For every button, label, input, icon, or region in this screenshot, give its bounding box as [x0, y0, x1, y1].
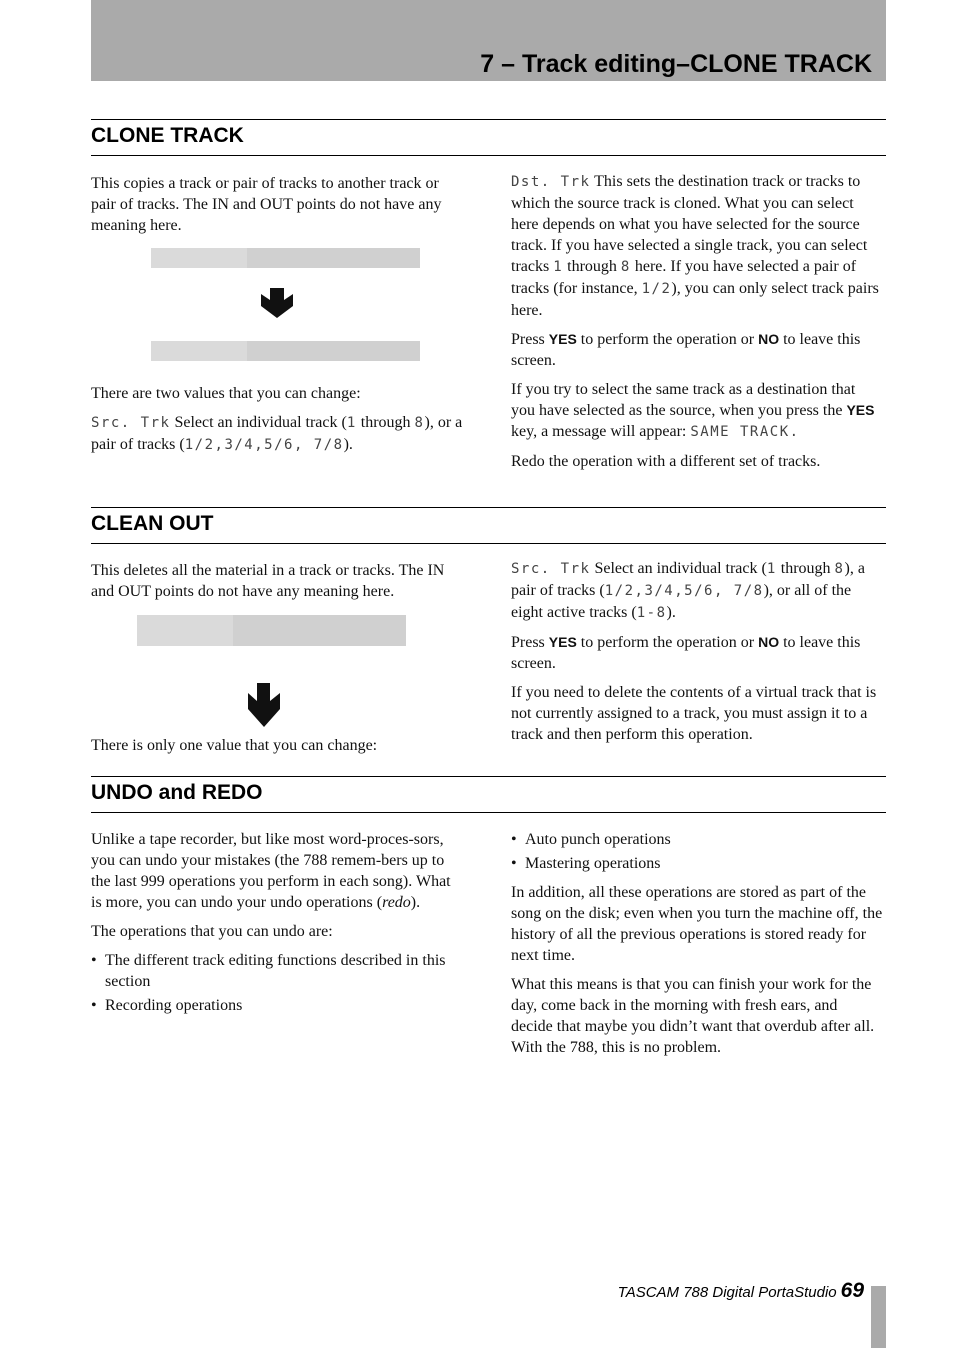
clone-track-press: [511, 329, 883, 371]
clean-out-values: [91, 735, 463, 764]
clone-track-right-column: [511, 171, 883, 480]
yes-key: YES: [548, 634, 577, 650]
section-title-clean-out: CLEAN OUT: [91, 512, 214, 535]
text: to leave this screen.: [511, 331, 861, 369]
text: ).: [343, 436, 353, 453]
undo-operations-list: [91, 950, 463, 1016]
clean-out-left-column: [91, 560, 463, 610]
code: 8: [620, 259, 631, 275]
code: 1: [346, 415, 357, 431]
section-rule-bottom: [91, 812, 886, 813]
text: ), or a pair of tracks (: [91, 414, 463, 453]
footer-tab: [871, 1286, 886, 1348]
screen-segment: [151, 341, 247, 361]
text: Select an individual track (: [590, 560, 767, 577]
undo-redo-right-column: [511, 829, 883, 1066]
text: ), or all of the eight active tracks (: [511, 582, 852, 621]
clone-track-screen-after: [151, 341, 420, 361]
undo-redo-intro: [91, 829, 463, 913]
undo-redo-list-intro: The operations that you can undo are:: [91, 923, 333, 940]
same-track-message: SAME TRACK.: [690, 424, 800, 440]
arrow-down-icon: [259, 288, 295, 320]
text: ).: [410, 894, 421, 911]
clone-track-redo: Redo the operation with a different set of tracks.: [511, 453, 821, 470]
list-item: • Auto punch operations: [511, 829, 883, 850]
clone-track-same-warning: [511, 379, 883, 443]
text: through: [776, 560, 835, 577]
text: If you try to select the same track as a destination that you have selected as the source, when you press the: [511, 381, 856, 419]
section-rule-top: [91, 776, 886, 777]
src-trk-label: Src. Trk: [91, 415, 171, 431]
section-title-undo-redo: UNDO and REDO: [91, 781, 263, 804]
code: 1-8: [636, 605, 667, 621]
section-rule-top: [91, 507, 886, 508]
src-trk-label: Src. Trk: [511, 561, 591, 577]
chapter-header: [91, 0, 886, 81]
clone-track-intro: This copies a track or pair of tracks to another track or pair of tracks. The IN and OUT points do not have any meaning here.: [91, 175, 442, 234]
text: key, a message will appear:: [511, 423, 691, 440]
screen-segment: [151, 248, 247, 268]
list-item: • Mastering operations: [511, 853, 883, 874]
undo-redo-left-column: [91, 829, 463, 1024]
clone-track-left-column: [91, 173, 463, 244]
undo-redo-addition: In addition, all these operations are stored as part of the song on the disk; even when you turn the machine off, the history of all the previous operations is stored ready for next time.: [511, 884, 883, 964]
footer-product: TASCAM 788 Digital PortaStudio: [617, 1284, 837, 1301]
code: 1: [766, 561, 777, 577]
no-key: NO: [758, 634, 780, 650]
no-key: NO: [758, 331, 780, 347]
list-item: • Recording operations: [91, 995, 463, 1016]
page-footer: [618, 1276, 864, 1308]
text: Press: [511, 634, 549, 651]
text: through: [356, 414, 415, 431]
clone-track-values-intro: There are two values that you can change:: [91, 385, 361, 402]
text: Press: [511, 331, 549, 348]
section-rule-top: [91, 119, 886, 120]
text: to perform the operation or: [576, 331, 759, 348]
code: 1: [553, 259, 564, 275]
text: here. If you have selected a pair of tracks (for instance,: [511, 258, 857, 297]
undo-operations-list-continued: [511, 829, 883, 874]
section-title-clone-track: CLONE TRACK: [91, 124, 244, 147]
clean-out-values-intro: There is only one value that you can change:: [91, 737, 378, 754]
section-rule-bottom: [91, 543, 886, 544]
clean-out-src-param: [511, 558, 883, 624]
page-number: 69: [840, 1279, 864, 1302]
text: to perform the operation or: [576, 634, 759, 651]
list-item: • The different track editing functions described in this section: [91, 950, 463, 992]
text: to leave this screen.: [511, 634, 861, 672]
undo-redo-closing: What this means is that you can finish your work for the day, come back in the morning with fresh ears, and decide that maybe you didn’t want that overdub after all. With the 788, this is no problem.: [511, 976, 875, 1056]
clone-track-src-param: [91, 412, 463, 456]
code: 8: [834, 561, 845, 577]
code: 1/2: [641, 281, 672, 297]
chapter-title: 7 – Track editing–CLONE TRACK: [480, 50, 872, 78]
text: Unlike a tape recorder, but like most word-proces-sors, you can undo your mistakes (the 788 remem-bers up to the last 999 operations you perform in each song). What is more, you can undo your undo operations (: [91, 831, 451, 911]
clean-out-press: [511, 632, 883, 674]
code: 1/2,3/4,5/6, 7/8: [604, 583, 764, 599]
screen-segment: [137, 615, 233, 646]
clone-track-screen-before: [151, 248, 420, 268]
dst-trk-label: Dst. Trk: [511, 174, 591, 190]
text: through: [563, 258, 621, 275]
text: This sets the destination track or tracks to which the source track is cloned. What you can select here depends on what you have selected for the source track. If you have selected a single track, you can select tracks: [511, 173, 868, 275]
yes-key: YES: [846, 402, 875, 418]
clean-out-virtual-track: If you need to delete the contents of a virtual track that is not currently assigned to a track, you must assign it to a track and then perform this operation.: [511, 684, 877, 743]
clone-track-dst-param: [511, 171, 883, 321]
text: ), you can only select track pairs here.: [511, 280, 879, 319]
yes-key: YES: [548, 331, 577, 347]
text: ), a pair of tracks (: [511, 560, 865, 599]
text: ).: [666, 604, 676, 621]
section-rule-bottom: [91, 155, 886, 156]
arrow-down-icon: [246, 683, 282, 729]
clean-out-intro: This deletes all the material in a track or tracks. The IN and OUT points do not have any meaning here.: [91, 562, 445, 600]
redo-italic: redo: [382, 894, 411, 911]
text: Select an individual track (: [170, 414, 347, 431]
code: 1/2,3/4,5/6, 7/8: [184, 437, 344, 453]
clean-out-right-column: [511, 558, 883, 753]
clone-track-values: [91, 383, 463, 464]
clean-out-screen: [137, 615, 406, 646]
code: 8: [414, 415, 425, 431]
